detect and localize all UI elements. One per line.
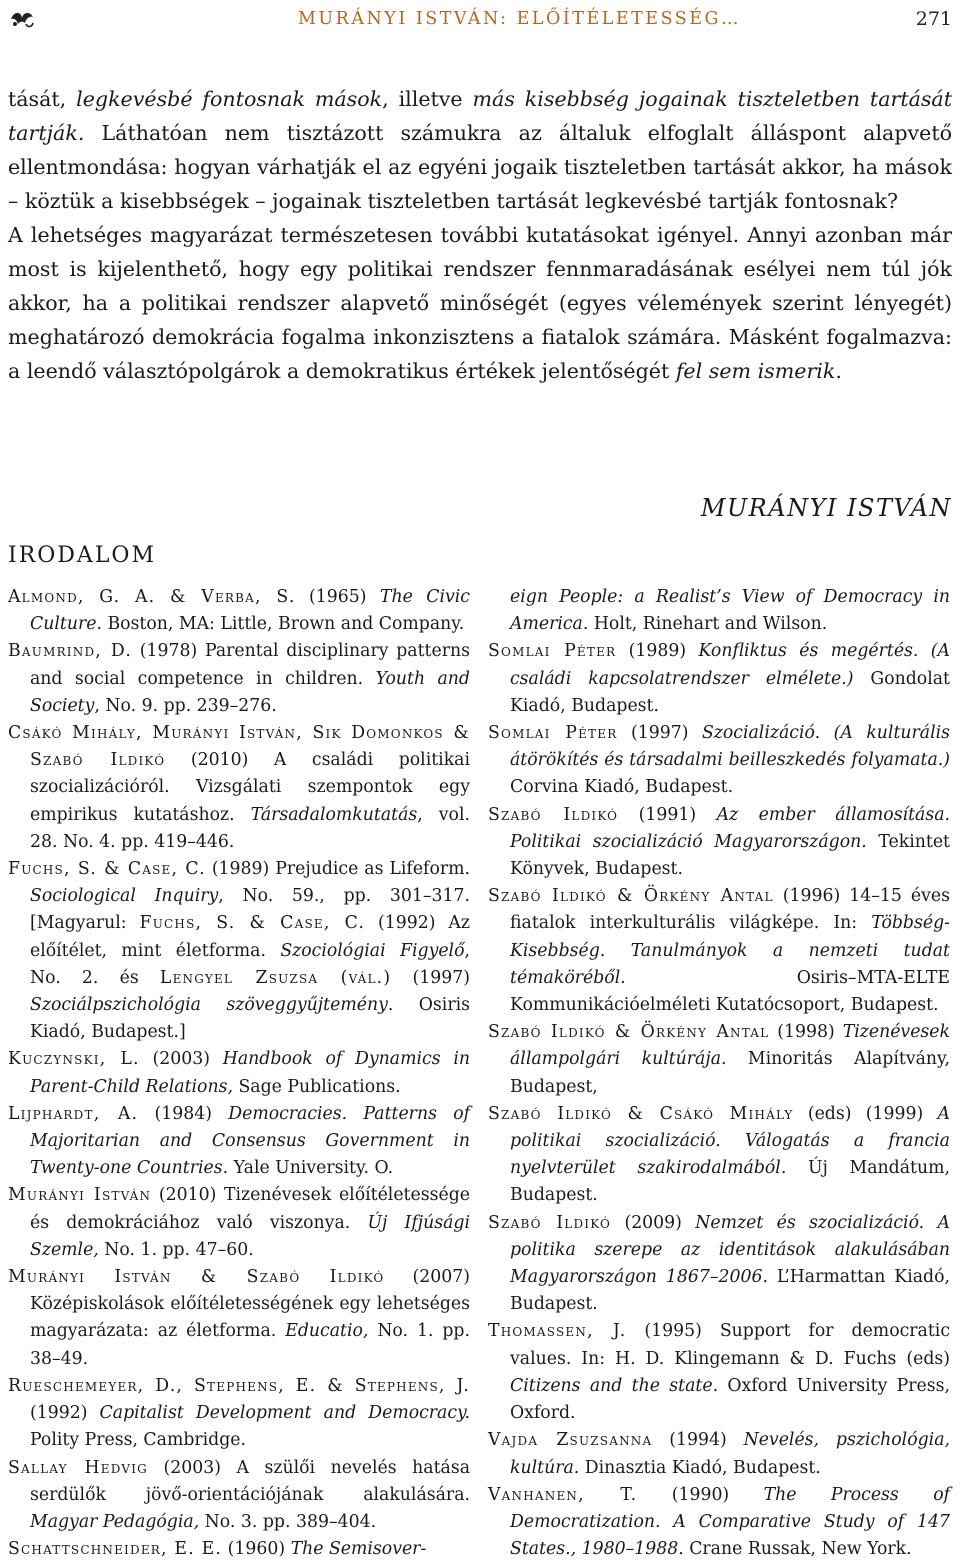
reference-author: Vanhanen, T. <box>488 1484 638 1505</box>
reference-title: Democracies. Patterns of Majoritarian and Consensus Government in Twenty-one Countries. <box>30 1103 471 1179</box>
reference-entry <box>488 1482 950 1563</box>
reference-title: The Semisover- <box>290 1539 427 1560</box>
reference-entry <box>8 1182 470 1264</box>
reference-text: (1991) <box>618 804 717 825</box>
reference-text: (2010) A családi politikai szocializációról. Vizsgálati szempontok egy empirikus kutatáshoz. <box>30 750 470 825</box>
reference-text: (1992) <box>30 1403 100 1424</box>
reference-title: Youth and Society <box>30 668 470 716</box>
reference-title: Educatio, <box>285 1321 369 1342</box>
reference-title: eign People: a Realist’s View of Democracy in America. <box>510 587 950 635</box>
reference-text: (1996) 14–15 éves fiatalok interkulturális világképe. In: <box>510 886 950 934</box>
reference-entry <box>488 1427 950 1481</box>
reference-title: Sociological Inquiry <box>30 886 219 907</box>
reference-title: Az ember államosítása. Politikai szocializáció Magyarországon. <box>510 804 950 852</box>
reference-title: Szociológiai Figyelő <box>280 940 465 961</box>
reference-title: Nemzet és szocializáció. A politika szerepe az identitások alakulásában Magyarországon 1867–2006. <box>510 1212 950 1288</box>
reference-title: Szocializáció. (A kulturális átörökítés és társadalmi beilleszkedés folyamata.) <box>510 723 951 771</box>
reference-text: Yale University. O. <box>228 1158 394 1179</box>
reference-text: (1978) Parental disciplinary patterns and social competence in children. <box>30 641 470 689</box>
reference-text: (2003) A szülői nevelés hatása serdülők jövő-orientációjának alakulására. <box>30 1457 471 1505</box>
reference-title: Capitalist Development and Democracy. <box>99 1403 470 1424</box>
reference-text: (2010) Tizenévesek előítéletessége és demokráciához való viszonya. <box>30 1185 470 1233</box>
reference-text: (2009) <box>611 1212 696 1233</box>
reference-title: Társadalomkutatás <box>250 804 418 825</box>
reference-title: Szociálpszichológia szöveggyűjtemény <box>30 995 388 1016</box>
reference-title: A politikai szocializáció. Válogatás a francia nyelvterület szakirodalmából. <box>510 1103 950 1179</box>
reference-author: Lijphardt, A. <box>8 1103 139 1124</box>
reference-entry <box>8 638 470 720</box>
reference-author: Szabó Ildikó & Örkény Antal <box>488 1022 770 1043</box>
paragraph: A lehetséges magyarázat természetesen további kutatásokat igényel. Annyi azonban már most is kijelenthető, hogy egy politikai rendszer fennmaradásának esélyei nem túl jók akkor, ha a politikai rendszer alapvető minőségét (egyes vélemények szerint lényegét) meghatározó demokrácia fogalma inkonzisztens a fiatalok számára. Másként fogalmazva: a leendő választópolgárok a demokratikus értékek jelentőségét fel sem ismerik. <box>8 223 952 383</box>
reference-entry <box>8 1101 470 1183</box>
page-number: 271 <box>915 8 952 30</box>
reference-entry <box>488 802 950 884</box>
reference-text: , No. 59., pp. 301–317. [Magyarul: <box>30 886 470 934</box>
reference-entry <box>488 1210 950 1319</box>
reference-entry <box>488 1019 950 1101</box>
body-text <box>8 82 952 388</box>
reference-text: (1997) <box>617 723 702 744</box>
reference-entry <box>8 856 470 1046</box>
reference-text: (1998) <box>769 1022 843 1043</box>
reference-author: Fuchs, S. & Case, C. <box>8 859 206 880</box>
reference-text: (1994) <box>652 1430 744 1451</box>
reference-title: Többség-Kisebbség. Tanulmányok a nemzeti tudat témaköréből. <box>510 913 950 988</box>
reference-text: Polity Press, Cambridge. <box>30 1430 247 1451</box>
reference-entry <box>8 1046 470 1100</box>
reference-title: The Process of Democratization. A Comparative Study of 147 States., 1980–1988. <box>510 1484 950 1560</box>
reference-text: Tekintet Könyvek, Budapest. <box>510 831 950 880</box>
reference-text: , No. 9. pp. 239–276. <box>94 695 277 716</box>
reference-text: (1989) <box>616 641 699 662</box>
reference-author: Somlai Péter <box>488 723 618 744</box>
reference-text: (1960) <box>222 1539 291 1560</box>
reference-text: Dinasztia Kiadó, Budapest. <box>579 1457 821 1478</box>
reference-text: , No. 2. és <box>30 940 470 988</box>
reference-entry <box>8 584 470 638</box>
reference-author: Schattschneider, E. E. <box>8 1539 223 1560</box>
section-heading: IRODALOM <box>8 543 156 568</box>
reference-text: L’Harmattan Kiadó, Budapest. <box>510 1267 950 1315</box>
reference-entry <box>488 638 950 720</box>
reference-text: . Osiris Kiadó, Budapest.] <box>30 995 470 1043</box>
reference-author: Szabó Ildikó & Örkény Antal <box>488 886 774 907</box>
reference-text: Minoritás Alapítvány, Budapest, <box>510 1049 950 1097</box>
reference-author: Lengyel Zsuzsa (vál.) <box>159 967 392 988</box>
reference-entry <box>8 720 470 856</box>
reference-author: Murányi István <box>8 1185 152 1206</box>
reference-title: Magyar Pedagógia, <box>30 1511 200 1532</box>
reference-text: (1989) Prejudice as Lifeform. <box>205 859 470 880</box>
reference-author: Almond, G. A. & Verba, S. <box>8 587 296 607</box>
reference-author: Csákó Mihály, Murányi István, Sik Domonkos & Szabó Ildikó <box>8 723 470 771</box>
reference-entry <box>8 1264 470 1373</box>
reference-text: (1997) <box>391 967 470 988</box>
references-left-column <box>8 584 470 1563</box>
reference-text: (1995) Support for democratic values. In: H. D. Klingemann & D. Fuchs (eds) <box>510 1321 950 1369</box>
reference-author: Szabó Ildikó <box>488 1212 612 1233</box>
running-title: MURÁNYI ISTVÁN: ELŐÍTÉLETESSÉG… <box>298 9 742 29</box>
reference-text: . Boston, MA: Little, Brown and Company. <box>96 614 465 635</box>
reference-author: Baumrind, D. <box>8 641 133 662</box>
reference-text: Crane Russak, New York. <box>683 1539 912 1560</box>
reference-entry <box>488 883 950 1019</box>
reference-text: (2003) <box>139 1049 223 1070</box>
reference-author: Szabó Ildikó <box>488 804 619 825</box>
reference-entry <box>488 1101 950 1210</box>
reference-title: Nevelés, pszichológia, kultúra. <box>510 1430 950 1478</box>
reference-text: Sage Publications. <box>232 1076 401 1097</box>
reference-text: , vol. 28. No. 4. pp. 419–446. <box>30 804 470 852</box>
reference-text: (1990) <box>637 1484 764 1505</box>
reference-author: Fuchs, S. & Case, C. <box>139 913 366 934</box>
reference-title: The Civic Culture <box>30 587 470 635</box>
reference-author: Rueschemeyer, D., Stephens, E. & Stephens, J. <box>8 1375 470 1396</box>
reference-author: Sallay Hedvig <box>8 1457 148 1478</box>
reference-author: Thomassen, J. <box>488 1321 627 1342</box>
reference-text: No. 1. pp. 47–60. <box>98 1239 254 1260</box>
reference-text: Oxford University Press, Oxford. <box>510 1375 951 1424</box>
reference-title: Handbook of Dynamics in Parent-Child Relations, <box>30 1049 471 1097</box>
reference-text: (1984) <box>138 1103 229 1124</box>
fleuron-icon <box>8 8 36 30</box>
reference-title: Citizens and the state. <box>510 1375 719 1396</box>
reference-text: No. 1. pp. 38–49. <box>30 1321 470 1369</box>
reference-entry <box>488 584 950 638</box>
paragraph: tását, legkevésbé fontosnak mások, illetve más kisebbség jogainak tiszteletben tartását tartják. Láthatóan nem tisztázott számukra az általuk elfoglalt álláspont alapvető ellentmondása: hogyan várhatják el az egyéni jogaik tiszteletben tartását akkor, ha mások – köztük a kisebbségek – jogainak tiszteletben tartását legkevésbé tartják fontosnak? <box>8 87 952 213</box>
reference-text: (2007) Középiskolások előítéletességének egy lehetséges magyarázata: az életforma. <box>30 1267 470 1342</box>
reference-author: Murányi István & Szabó Ildikó <box>8 1267 385 1288</box>
reference-text: No. 3. pp. 389–404. <box>199 1511 377 1532</box>
reference-entry <box>8 1373 470 1455</box>
reference-title: Új Ifjúsági Szemle, <box>30 1212 471 1260</box>
reference-title: Tizenévesek állampolgári kultúrája. <box>510 1022 950 1070</box>
reference-author: Vajda Zsuzsanna <box>488 1430 653 1451</box>
reference-author: Szabó Ildikó & Csákó Mihály <box>488 1103 794 1124</box>
reference-author: Somlai Péter <box>488 641 617 662</box>
reference-text: Corvina Kiadó, Budapest. <box>510 777 734 798</box>
reference-title: Konfliktus és megértés. (A családi kapcsolatrendszer elmélete.) <box>510 641 950 689</box>
author-signature: MURÁNYI ISTVÁN <box>700 494 952 522</box>
reference-text: Új Mandátum, Budapest. <box>510 1158 950 1206</box>
reference-text: Holt, Rinehart and Wilson. <box>588 614 828 635</box>
reference-entry <box>8 1536 470 1563</box>
references-right-column <box>488 584 950 1563</box>
reference-text: (eds) (1999) <box>793 1103 938 1124</box>
reference-entry <box>8 1455 470 1537</box>
reference-text: Osiris–MTA-ELTE Kommunikációelméleti Kutatócsoport, Budapest. <box>510 967 950 1016</box>
reference-author: Kuczynski, L. <box>8 1049 140 1070</box>
reference-text: (1992) Az előítélet, mint életforma. <box>30 913 470 961</box>
reference-text: Gondolat Kiadó, Budapest. <box>510 668 950 716</box>
reference-entry <box>488 720 950 802</box>
reference-entry <box>488 1318 950 1427</box>
running-header <box>8 4 952 34</box>
reference-text: (1965) <box>295 587 380 607</box>
